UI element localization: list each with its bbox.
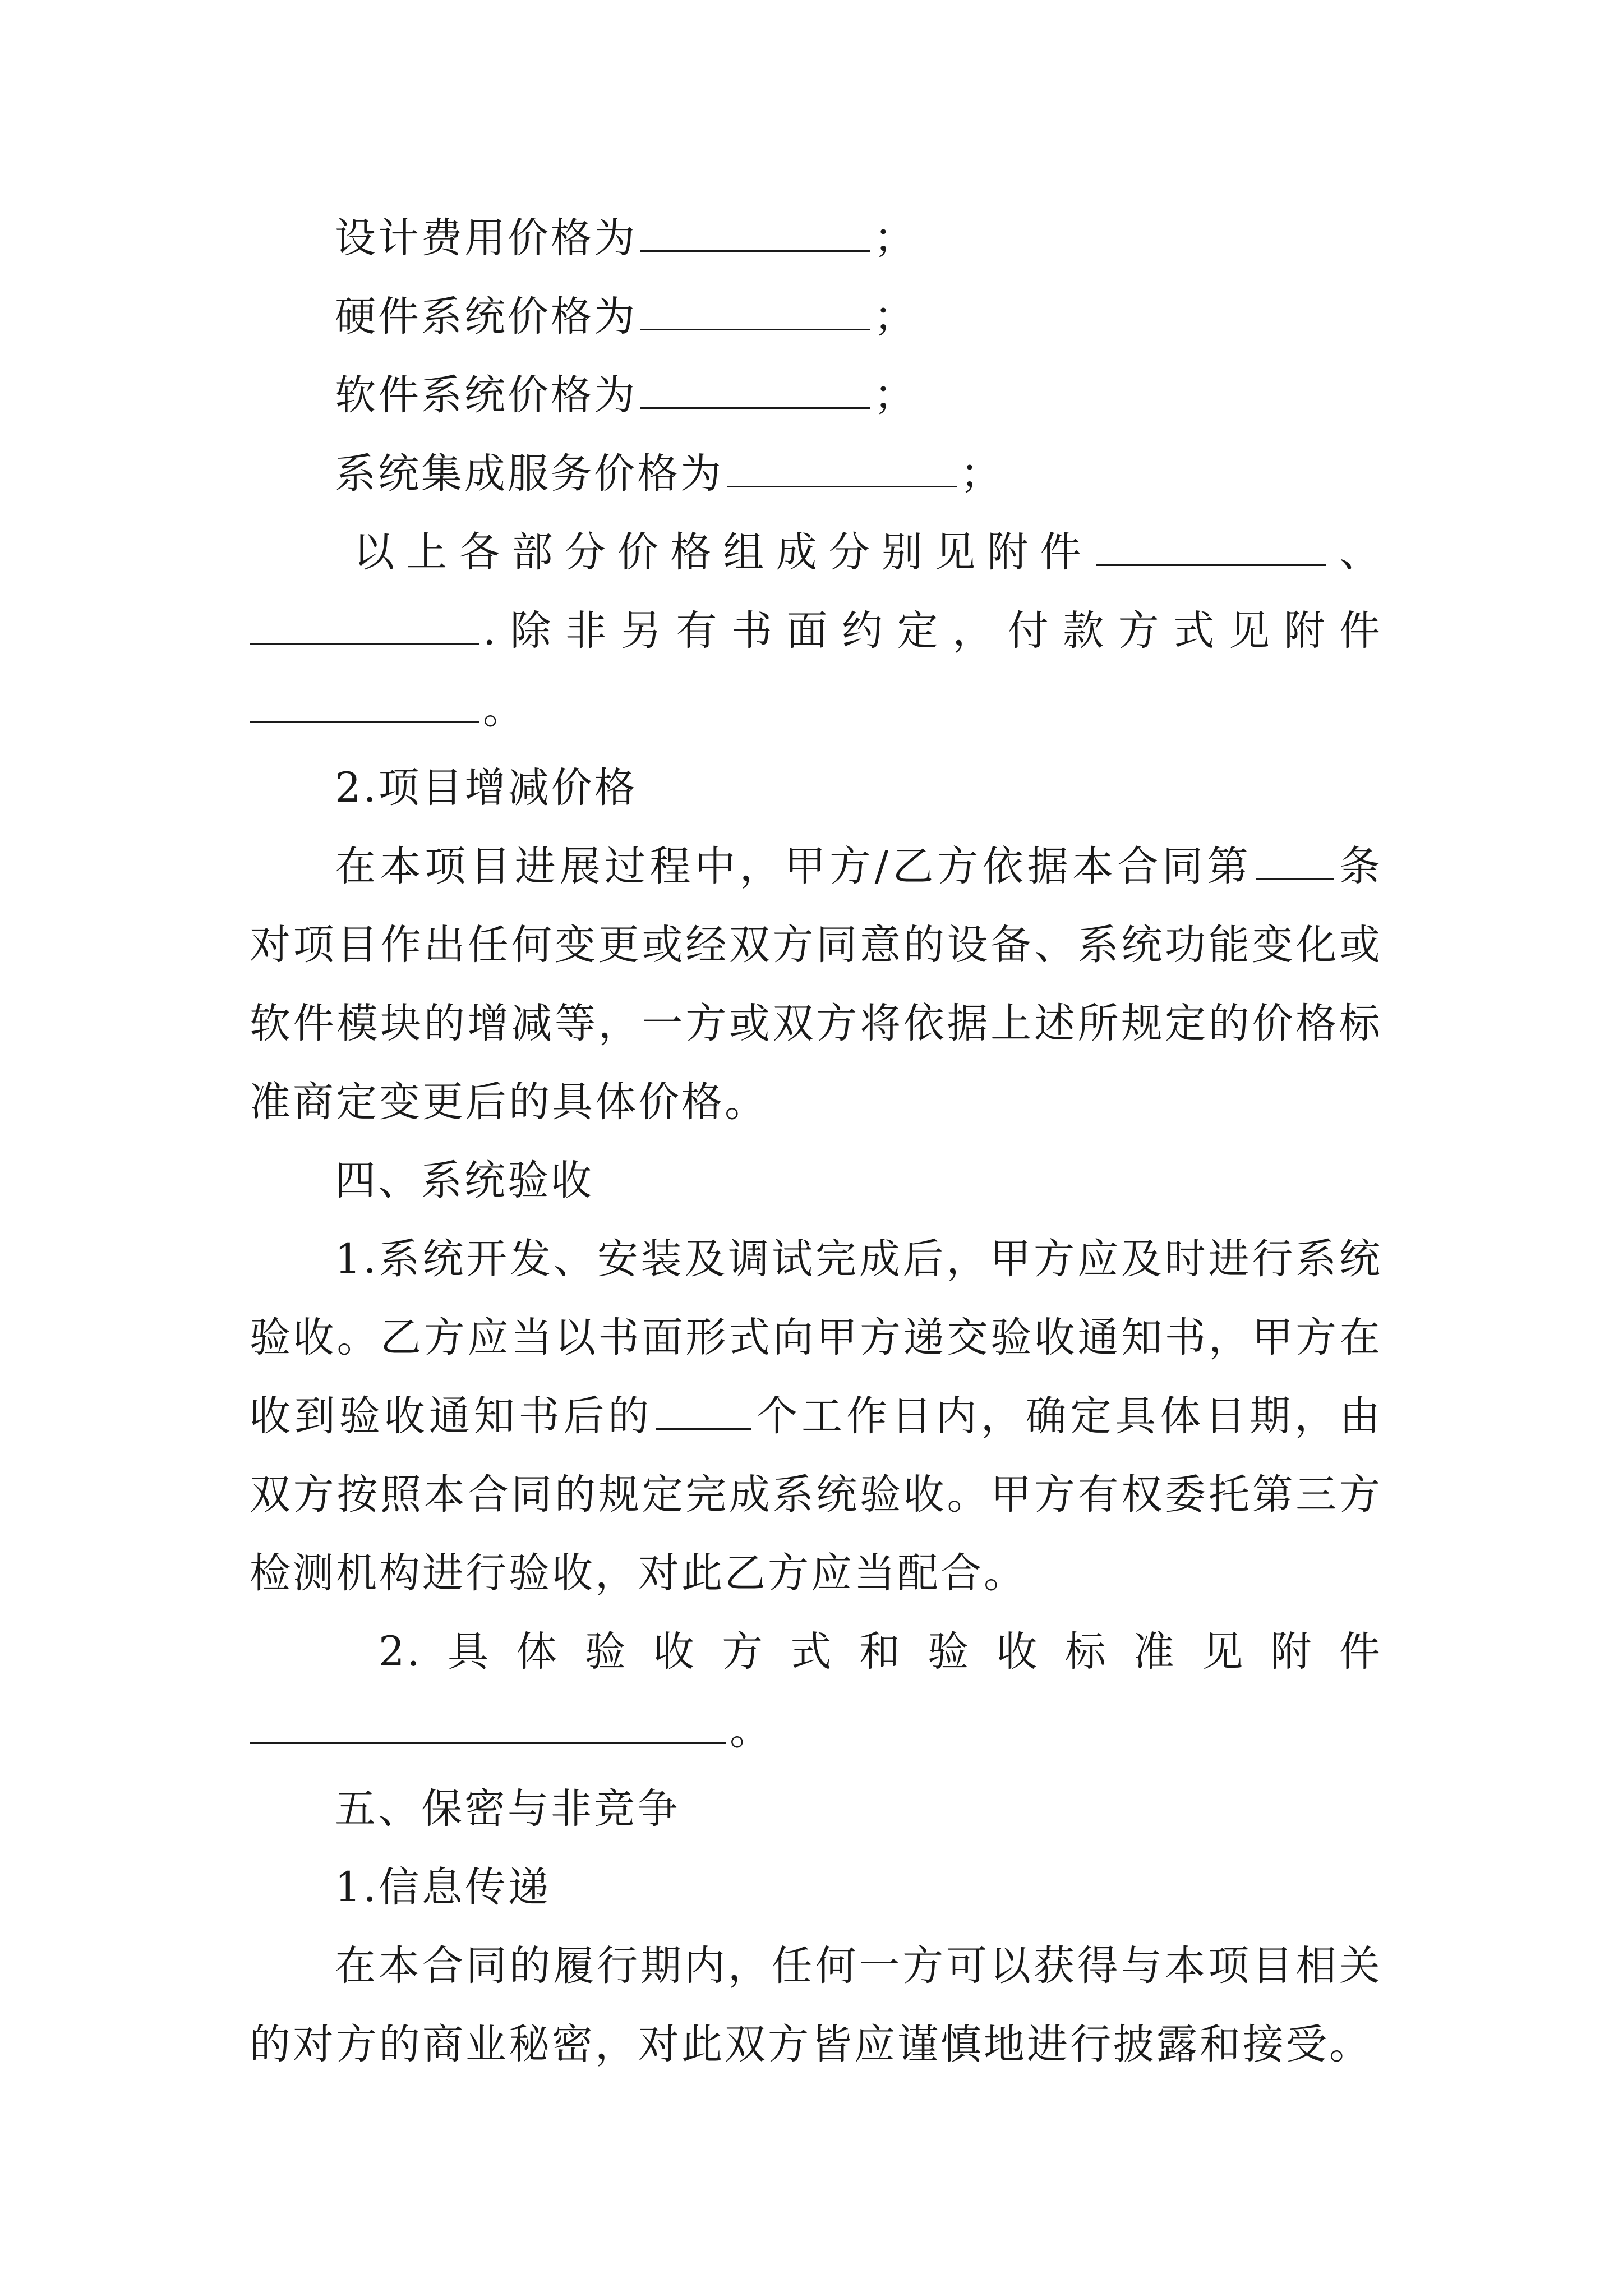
price-line-integration: 系统集成服务价格为 ；: [250, 435, 1382, 513]
price-adjustment-paragraph: 在本项目进展过程中，甲方/乙方依据本合同第 条对项目作出任何变更或经双方同意的设备、系统功能变化或软件模块的增减等，一方或双方将依据上述所规定的价格标准商定变更后的具体价格。: [250, 827, 1382, 1142]
acceptance-item-2: 2.具体验收方式和验收标准见附件: [379, 1628, 1382, 1676]
blank-field: [250, 1703, 726, 1744]
blank-field: [640, 211, 870, 252]
blank-field: [250, 682, 479, 723]
price-line-design: 设计费用价格为 ；: [250, 199, 1382, 278]
price-composition-paragraph: 以上各部分价格组成分别见附件 、: [250, 513, 1382, 592]
blank-field: [250, 604, 479, 645]
price-label: 设计费用价格为: [335, 214, 637, 262]
price-composition-paragraph-end: 。: [250, 670, 1382, 749]
subsection-heading-information: 1.信息传递: [335, 1864, 551, 1911]
blank-field: [1256, 839, 1334, 880]
price-line-software: 软件系统价格为 ；: [250, 356, 1382, 435]
blank-field: [640, 289, 870, 330]
confidentiality-paragraph: 在本合同的履行期内，任何一方可以获得与本项目相关的对方的商业秘密，对此双方皆应谨慎地进行披露和接受。: [250, 1942, 1382, 2068]
section-heading-price-adjustment: 2.项目增减价格: [335, 764, 638, 812]
blank-field: [727, 447, 957, 487]
acceptance-item-2-end: 。: [250, 1691, 1382, 1770]
blank-field: [640, 368, 870, 409]
price-label: 硬件系统价格为: [335, 293, 637, 341]
price-composition-paragraph-cont: .除非另有书面约定，付款方式见附件: [250, 592, 1382, 670]
section-heading-confidentiality: 五、保密与非竞争: [335, 1785, 680, 1833]
price-line-hardware: 硬件系统价格为 ；: [250, 278, 1382, 356]
price-label: 系统集成服务价格为: [335, 450, 723, 498]
blank-field: [656, 1389, 751, 1430]
blank-field: [1096, 525, 1326, 566]
price-label: 软件系统价格为: [335, 371, 637, 419]
contract-body: [250, 199, 1382, 2084]
section-heading-acceptance: 四、系统验收: [335, 1157, 594, 1204]
acceptance-item-1: 1.系统开发、安装及调试完成后，甲方应及时进行系统验收。乙方应当以书面形式向甲方递交验收通知书，甲方在收到验收通知书后的 个工作日内，确定具体日期，由双方按照本合同的规定完成系统验收。甲方有权委托第三方检测机构进行验收，对此乙方应当配合。: [250, 1235, 1383, 1597]
